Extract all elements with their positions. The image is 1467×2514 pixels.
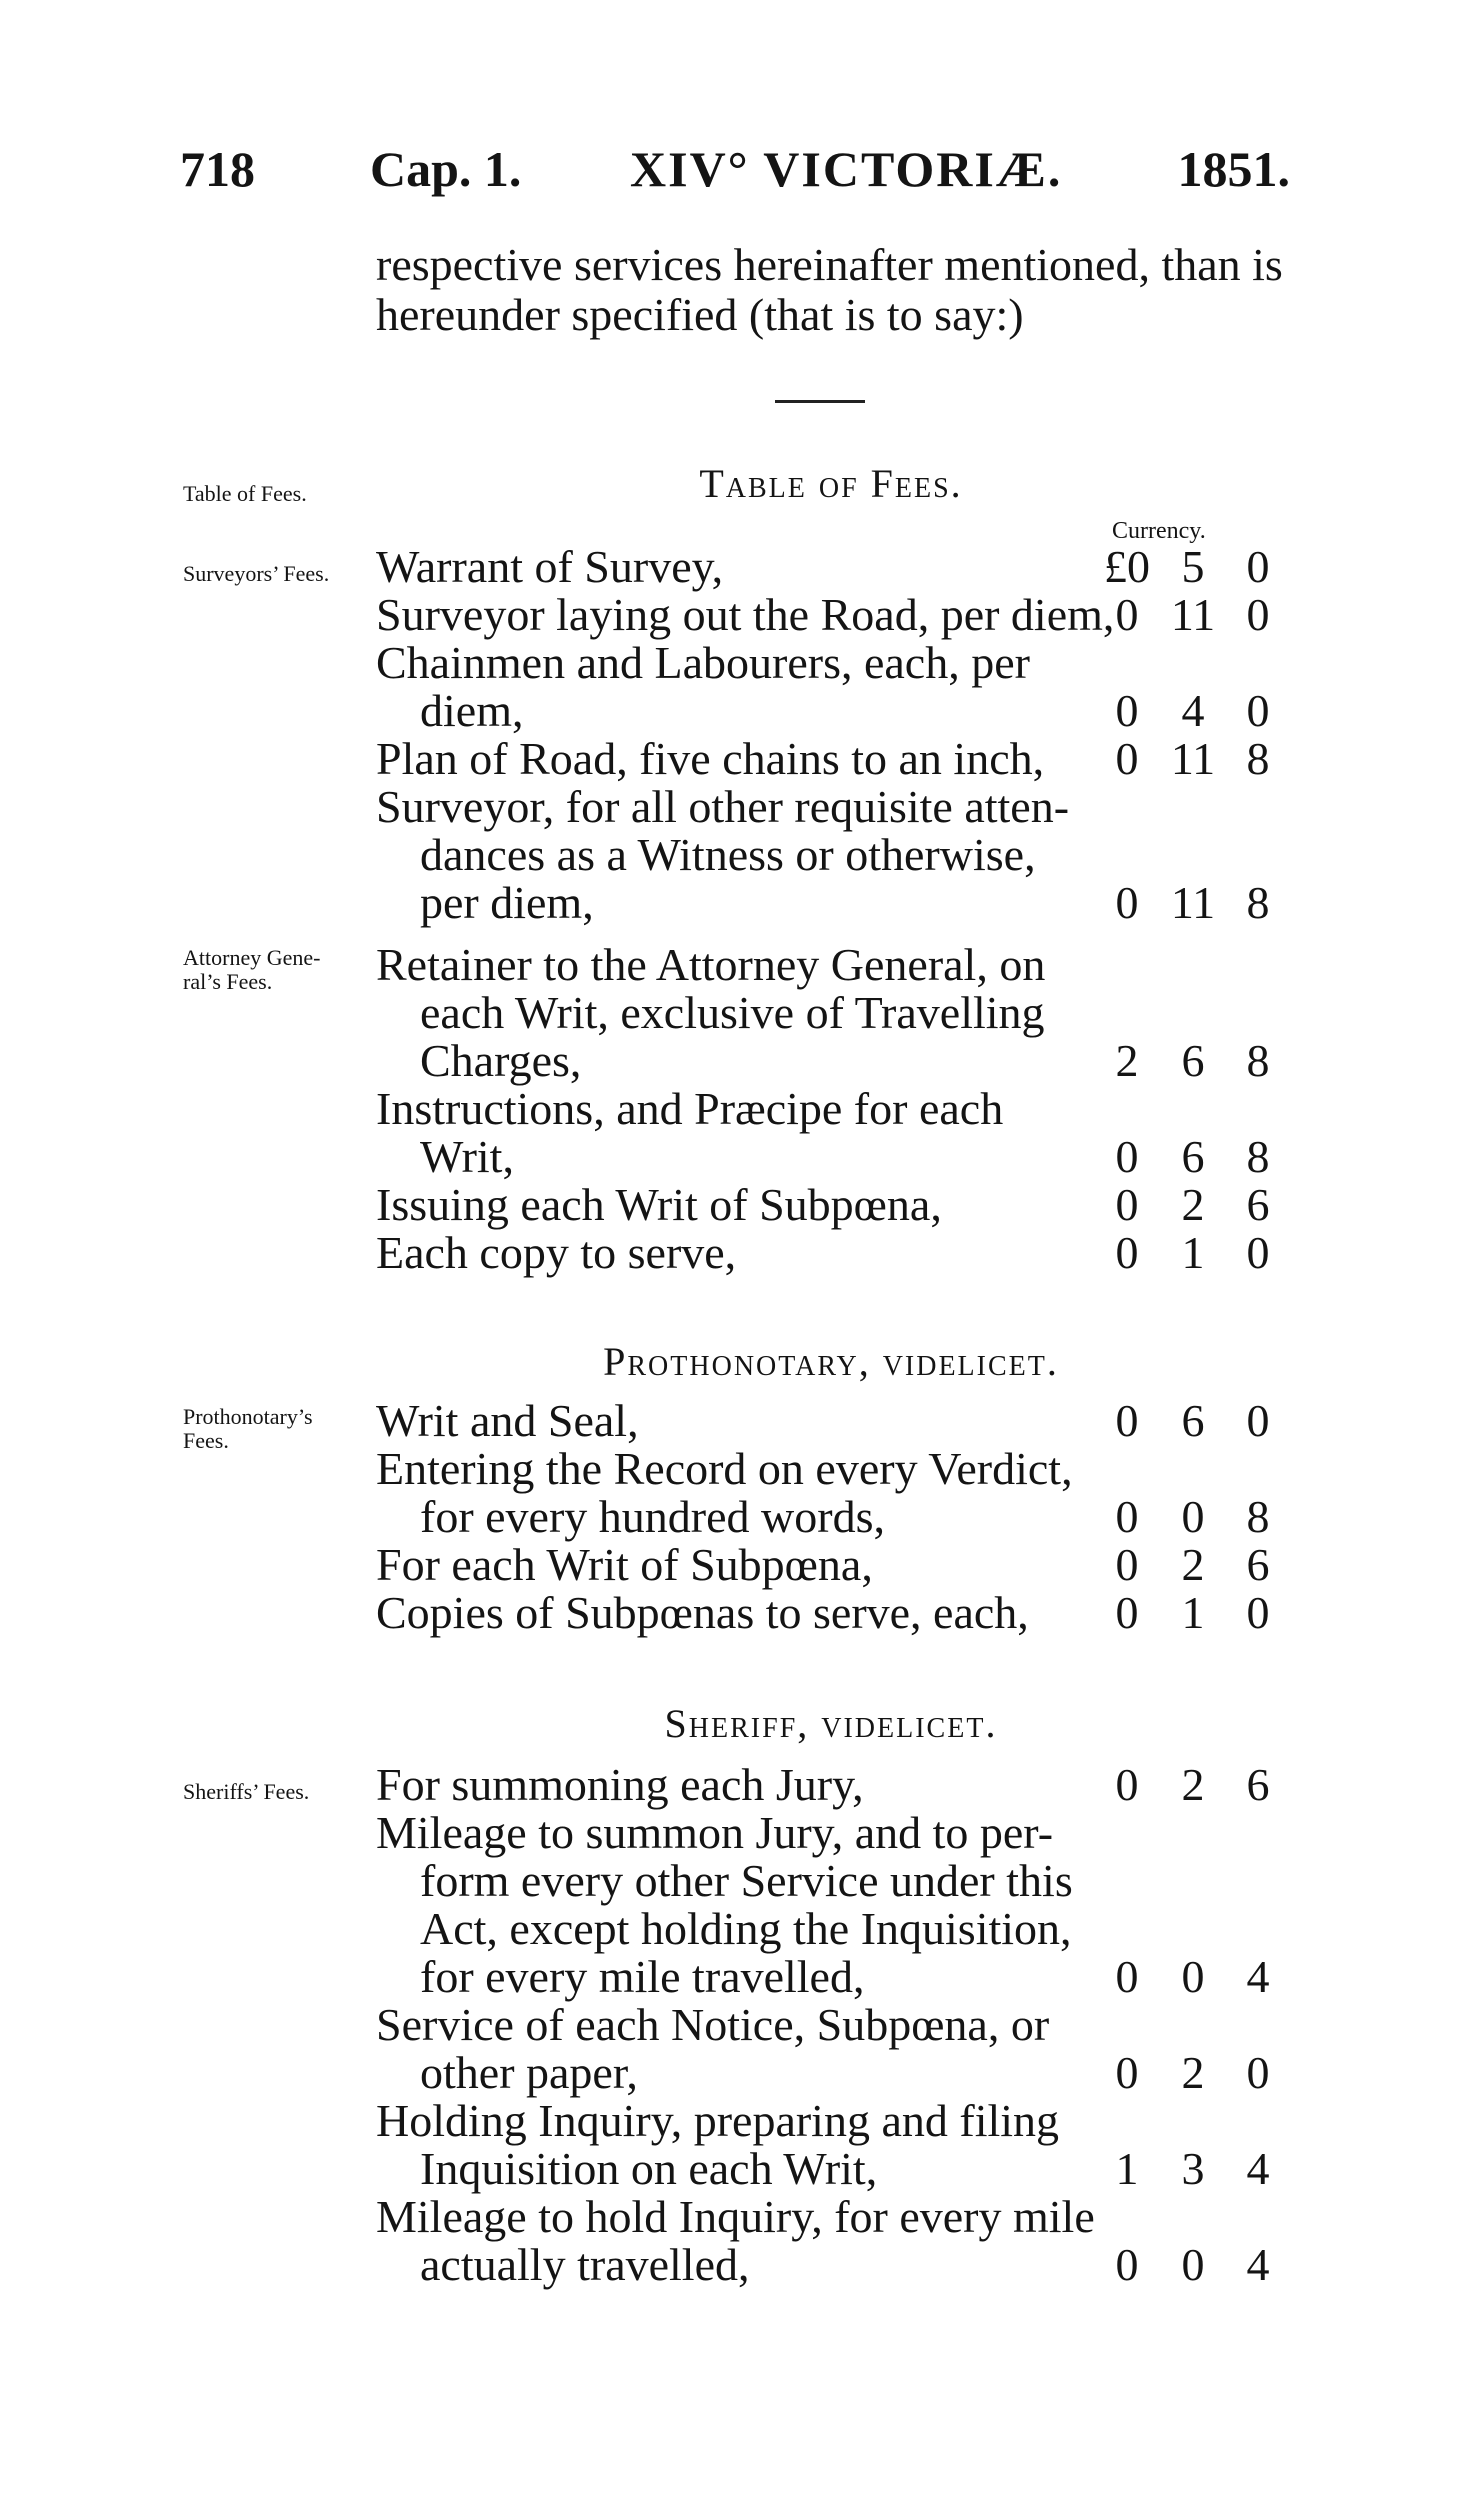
fee-description-line: Surveyor, for all other requisite atten- (376, 781, 1070, 832)
fee-description-line: Surveyor laying out the Road, per diem, (376, 589, 1115, 640)
fee-shillings: 2 (1181, 2047, 1205, 2098)
fee-shillings: 0 (1181, 1951, 1205, 2002)
currency-label: Currency. (1112, 518, 1206, 544)
fee-description-line: Act, except holding the Inquisition, (420, 1903, 1072, 1954)
fee-pounds: 0 (1115, 2047, 1139, 2098)
fee-shillings: 5 (1181, 541, 1205, 592)
fee-pounds: 2 (1115, 1035, 1139, 1086)
fee-description-line: Writ, (420, 1131, 514, 1182)
fee-description-line: for every mile travelled, (420, 1951, 865, 2002)
fee-pence: 6 (1246, 1759, 1270, 1810)
fee-description-line: Charges, (420, 1035, 582, 1086)
fee-pence: 0 (1246, 589, 1270, 640)
fee-pounds: 0 (1115, 1587, 1139, 1638)
fee-pounds: 0 (1115, 1395, 1139, 1446)
margin-note-attorney-fees (183, 946, 363, 994)
fee-pence: 0 (1246, 541, 1270, 592)
year-label: 1851. (1177, 141, 1290, 197)
table-title: Table of Fees. (699, 461, 963, 506)
fee-shillings: 6 (1181, 1395, 1205, 1446)
fee-description-line: per diem, (420, 877, 594, 928)
section-heading-prothonotary: Prothonotary, videlicet. (603, 1339, 1059, 1384)
margin-note-table-of-fees: Table of Fees. (183, 481, 307, 506)
intro-line: respective services hereinafter mentioned, than is (376, 239, 1283, 290)
fee-pence: 8 (1246, 877, 1270, 928)
fee-shillings: 0 (1181, 1491, 1205, 1542)
chapter-label: Cap. 1. (370, 141, 522, 197)
intro-paragraph (376, 240, 1286, 340)
intro-line: hereunder specified (that is to say:) (376, 289, 1024, 340)
fee-description-line: each Writ, exclusive of Travelling (420, 987, 1045, 1038)
fee-description-line: Service of each Notice, Subpœna, or (376, 1999, 1050, 2050)
fee-pounds: 0 (1115, 1227, 1139, 1278)
fee-pounds: £0 (1104, 541, 1150, 592)
fee-pence: 8 (1246, 1035, 1270, 1086)
fee-pence: 4 (1246, 2239, 1270, 2290)
fee-description-line: dances as a Witness or otherwise, (420, 829, 1036, 880)
fee-shillings: 11 (1170, 877, 1216, 928)
fee-description-line: Copies of Subpœnas to serve, each, (376, 1587, 1029, 1638)
fee-shillings: 6 (1181, 1035, 1205, 1086)
fee-description-line: Plan of Road, five chains to an inch, (376, 733, 1045, 784)
fee-pounds: 0 (1115, 2239, 1139, 2290)
section-heading-sheriff: Sheriff, videlicet. (664, 1701, 998, 1746)
fee-pence: 4 (1246, 2143, 1270, 2194)
fee-description-line: For each Writ of Subpœna, (376, 1539, 873, 1590)
fee-description-line: Retainer to the Attorney General, on (376, 939, 1046, 990)
margin-note-line: Fees. (183, 1428, 229, 1453)
fee-pounds: 0 (1115, 1759, 1139, 1810)
margin-note-sheriffs-fees: Sheriffs’ Fees. (183, 1779, 310, 1804)
fee-pence: 6 (1246, 1179, 1270, 1230)
fee-pence: 8 (1246, 1491, 1270, 1542)
fee-description-line: other paper, (420, 2047, 638, 2098)
fee-pounds: 0 (1115, 1179, 1139, 1230)
fee-description-line: Entering the Record on every Verdict, (376, 1443, 1073, 1494)
fee-pence: 0 (1246, 1587, 1270, 1638)
fee-description-line: Inquisition on each Writ, (420, 2143, 878, 2194)
fee-description-line: form every other Service under this (420, 1855, 1073, 1906)
margin-note-line: ral’s Fees. (183, 969, 273, 994)
fee-pence: 0 (1246, 1227, 1270, 1278)
fee-shillings: 2 (1181, 1759, 1205, 1810)
fee-shillings: 1 (1181, 1587, 1205, 1638)
fee-pence: 0 (1246, 685, 1270, 736)
fee-pounds: 0 (1115, 733, 1139, 784)
margin-note-prothonotary-fees (183, 1405, 363, 1453)
fee-description-line: Mileage to hold Inquiry, for every mile (376, 2191, 1095, 2242)
fee-pounds: 0 (1115, 685, 1139, 736)
fee-shillings: 0 (1181, 2239, 1205, 2290)
margin-note-surveyors-fees: Surveyors’ Fees. (183, 561, 330, 586)
fee-description-line: Each copy to serve, (376, 1227, 737, 1278)
fee-pounds: 0 (1115, 1491, 1139, 1542)
page-number: 718 (180, 141, 255, 197)
fee-pounds: 0 (1115, 1131, 1139, 1182)
fee-pounds: 1 (1115, 2143, 1139, 2194)
section-divider (775, 400, 865, 403)
fee-description-line: Writ and Seal, (376, 1395, 639, 1446)
fee-pence: 6 (1246, 1539, 1270, 1590)
fee-description-line: diem, (420, 685, 524, 736)
fee-shillings: 3 (1181, 2143, 1205, 2194)
fee-shillings: 4 (1181, 685, 1205, 736)
fee-shillings: 1 (1181, 1227, 1205, 1278)
fee-pence: 8 (1246, 733, 1270, 784)
fee-shillings: 2 (1181, 1179, 1205, 1230)
running-header (180, 140, 1290, 210)
fee-description-line: for every hundred words, (420, 1491, 885, 1542)
fee-pounds: 0 (1115, 1951, 1139, 2002)
fee-description-line: Instructions, and Præcipe for each (376, 1083, 1004, 1134)
fee-description-line: For summoning each Jury, (376, 1759, 864, 1810)
fee-description-line: Mileage to summon Jury, and to per- (376, 1807, 1054, 1858)
fee-pounds: 0 (1115, 589, 1139, 640)
running-title: XIV° VICTORIÆ. (630, 141, 1063, 197)
fee-shillings: 2 (1181, 1539, 1205, 1590)
margin-note-line: Attorney Gene- (183, 945, 321, 970)
fee-description-line: Issuing each Writ of Subpœna, (376, 1179, 942, 1230)
fee-pence: 0 (1246, 1395, 1270, 1446)
fee-pence: 4 (1246, 1951, 1270, 2002)
fee-description-line: Chainmen and Labourers, each, per (376, 637, 1030, 688)
margin-note-line: Prothonotary’s (183, 1404, 313, 1429)
fee-pounds: 0 (1115, 1539, 1139, 1590)
fee-pence: 8 (1246, 1131, 1270, 1182)
fee-pounds: 0 (1115, 877, 1139, 928)
fee-shillings: 11 (1170, 733, 1216, 784)
fee-description-line: Holding Inquiry, preparing and filing (376, 2095, 1060, 2146)
fee-shillings: 6 (1181, 1131, 1205, 1182)
fee-description-line: actually travelled, (420, 2239, 750, 2290)
fee-description-line: Warrant of Survey, (376, 541, 724, 592)
fee-pence: 0 (1246, 2047, 1270, 2098)
fee-shillings: 11 (1170, 589, 1216, 640)
